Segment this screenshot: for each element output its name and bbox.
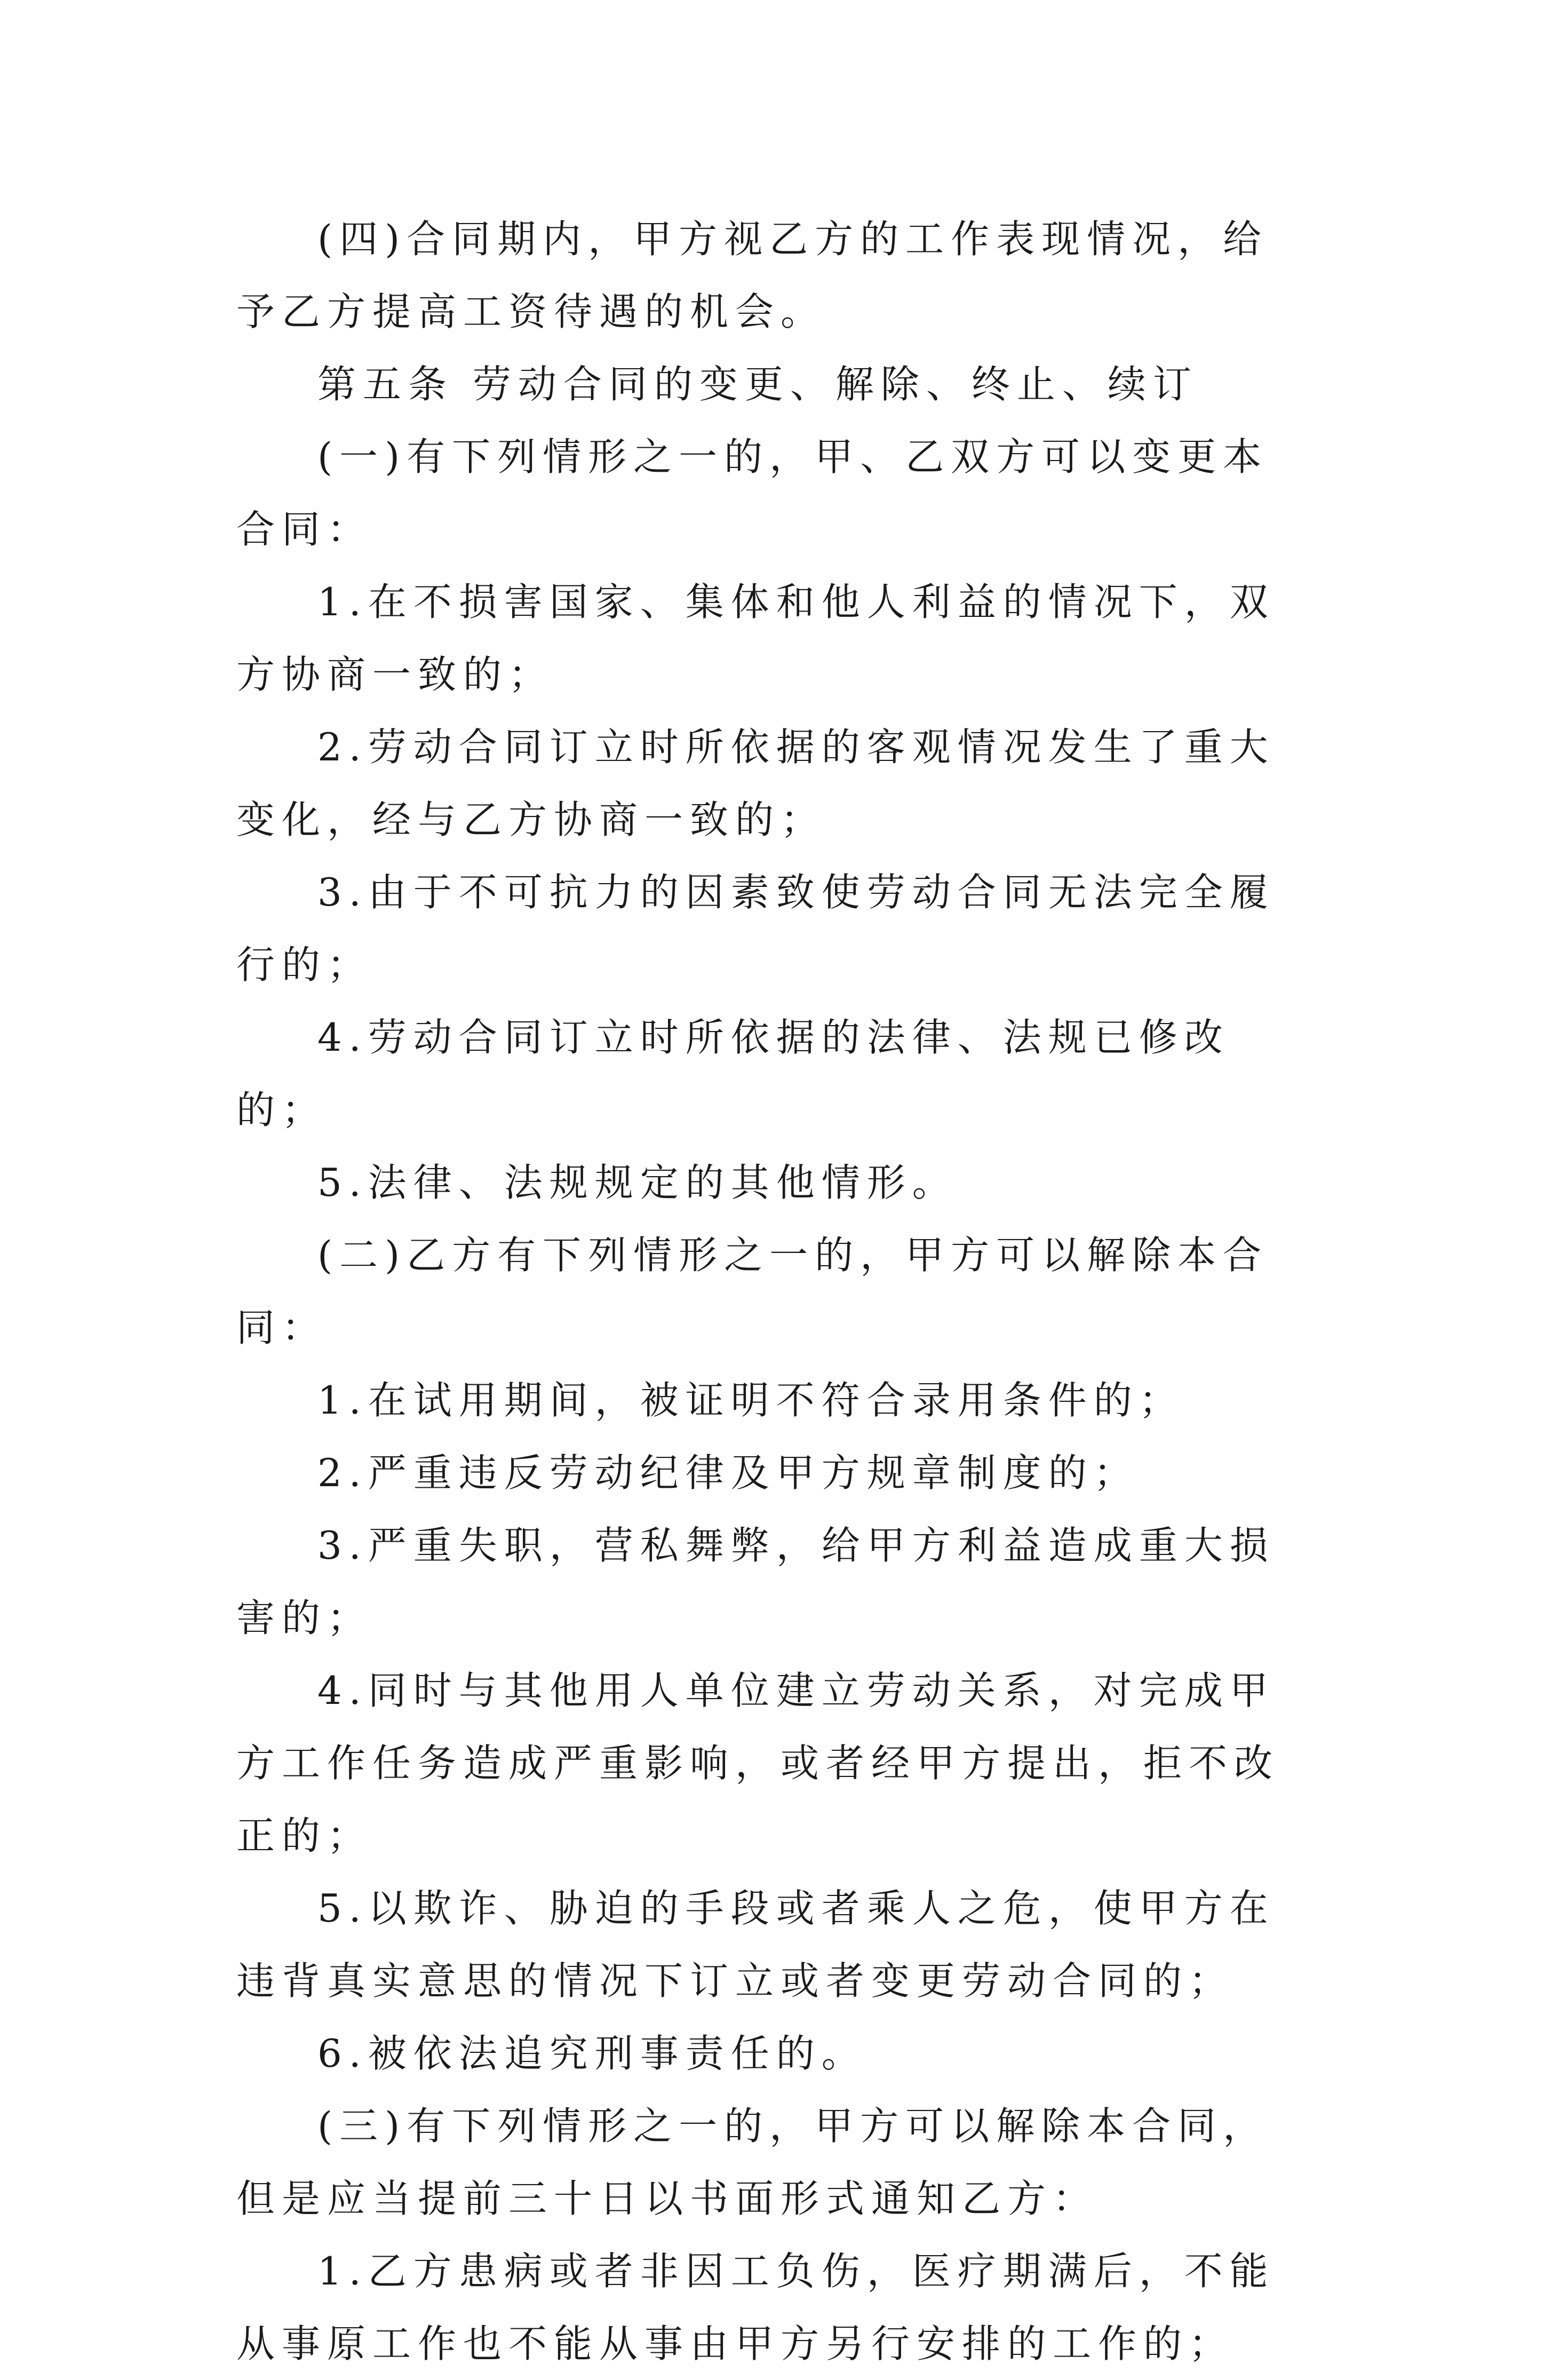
list-item: 1.在试用期间，被证明不符合录用条件的； — [317, 1378, 1184, 1423]
list-item: 2.严重违反劳动纪律及甲方规章制度的； — [317, 1450, 1139, 1495]
list-item: 4.劳动合同订立时所依据的法律、法规已修改的； — [236, 1015, 1230, 1132]
paragraph: (一)有下列情形之一的，甲、乙双方可以变更本合同： — [236, 434, 1269, 552]
list-item: 1.乙方患病或者非因工负伤，医疗期满后，不能从事原工作也不能从事由甲方另行安排的工作的； — [236, 2249, 1275, 2366]
list-item: 2.劳动合同订立时所依据的客观情况发生了重大变化，经与乙方协商一致的； — [236, 725, 1275, 842]
document-body — [236, 203, 1310, 2380]
section-heading: 第五条 劳动合同的变更、解除、终止、续订 — [317, 362, 1198, 407]
list-item: 3.严重失职，营私舞弊，给甲方利益造成重大损害的； — [236, 1523, 1275, 1640]
paragraph: (四)合同期内，甲方视乙方的工作表现情况，给予乙方提高工资待遇的机会。 — [236, 217, 1269, 334]
list-item: 6.被依法追究刑事责任的。 — [317, 2031, 867, 2076]
paragraph: (三)有下列情形之一的，甲方可以解除本合同，但是应当提前三十日以书面形式通知乙方： — [236, 2104, 1269, 2221]
list-item: 1.在不损害国家、集体和他人利益的情况下，双方协商一致的； — [236, 580, 1275, 697]
list-item: 4.同时与其他用人单位建立劳动关系，对完成甲方工作任务造成严重影响，或者经甲方提出，拒不改正的； — [236, 1668, 1280, 1858]
list-item: 3.由于不可抗力的因素致使劳动合同无法完全履行的； — [236, 870, 1275, 987]
list-item: 5.法律、法规规定的其他情形。 — [317, 1160, 958, 1205]
paragraph: (二)乙方有下列情形之一的，甲方可以解除本合同： — [236, 1233, 1269, 1350]
list-item: 5.以欺诈、胁迫的手段或者乘人之危，使甲方在违背真实意思的情况下订立或者变更劳动合同的； — [236, 1886, 1275, 2003]
